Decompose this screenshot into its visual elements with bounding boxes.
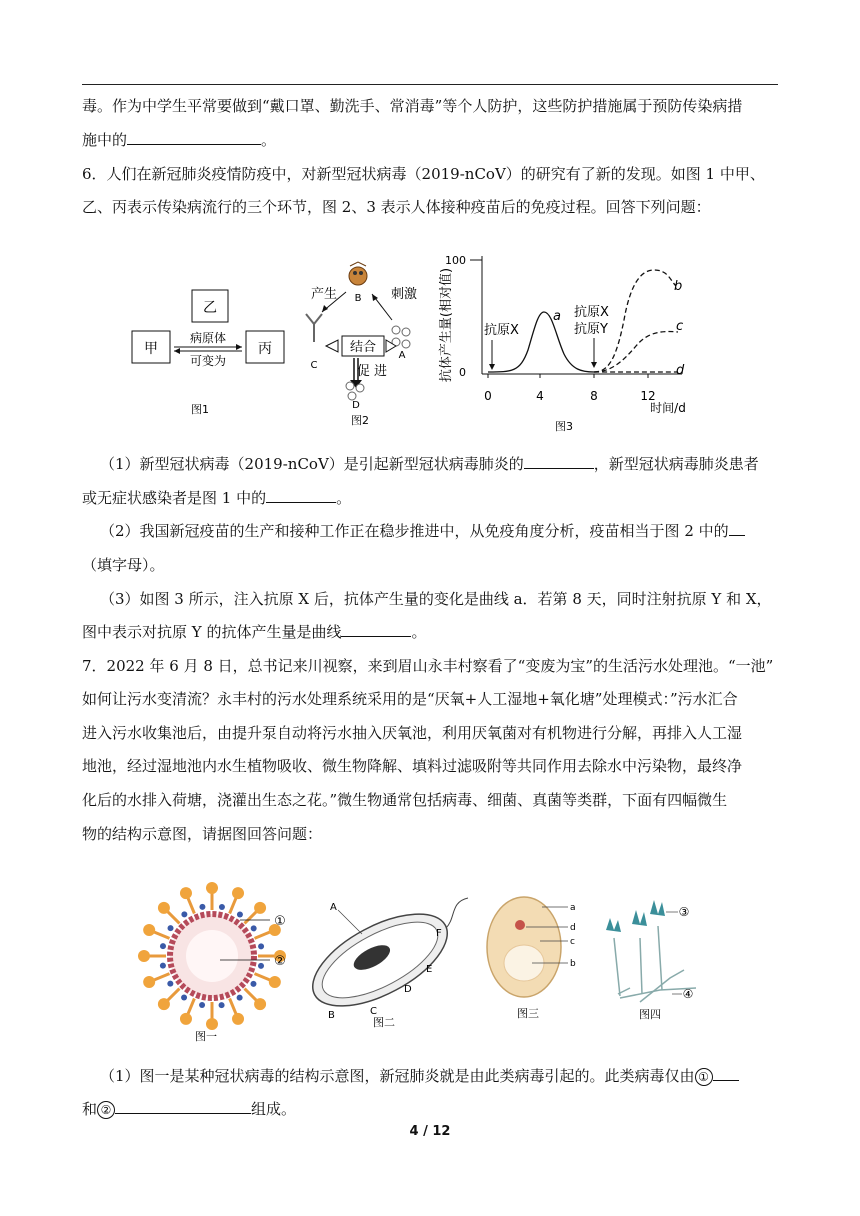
nucleus-icon (515, 920, 525, 930)
membrane-protein-icon (199, 904, 205, 910)
spike-head-icon (232, 1013, 244, 1025)
answer-blank[interactable] (341, 622, 411, 637)
label-D: D (404, 984, 412, 995)
curve-label-c: c (676, 319, 684, 334)
figure-1 (130, 285, 290, 429)
label-combine: 结合 (349, 340, 377, 355)
spike-head-icon (158, 902, 170, 914)
answer-blank[interactable] (713, 1066, 739, 1081)
text-line: 和 ② 组成。 (82, 1100, 297, 1118)
membrane-protein-icon (251, 925, 257, 931)
label-a: a (570, 903, 576, 913)
question-6: 6．人们在新冠肺炎疫情防疫中，对新型冠状病毒（2019-nCoV）的研究有了新的发现。如图 1 中甲、 (82, 165, 765, 183)
label-antigen-y: 抗原Y (574, 322, 608, 337)
flagellum-icon (446, 898, 468, 928)
x-axis-label: 时间/d (650, 401, 686, 415)
membrane-protein-icon (199, 1002, 205, 1008)
caption-fig2: 图2 (351, 414, 369, 427)
label-4: ④ (682, 987, 694, 1001)
sub-question-7-1: （1）图一是某种冠状病毒的结构示意图，新冠肺炎就是由此类病毒引起的。此类病毒仅由 ① (100, 1066, 739, 1086)
label-stimulate: 刺激 (390, 287, 418, 302)
y-tick-100: 100 (445, 254, 466, 267)
spike-head-icon (158, 998, 170, 1010)
membrane-protein-icon (160, 963, 166, 969)
label-promote: 促 进 (356, 364, 388, 379)
caption-fig3: 图3 (555, 420, 573, 433)
spike-head-icon (143, 976, 155, 988)
answer-blank[interactable] (524, 454, 594, 469)
text-line: 进入污水收集池后，由提升泵自动将污水抽入厌氧池，利用厌氧菌对有机物进行分解，再排入人工湿 (82, 724, 743, 742)
label-pathogen: 病原体 (189, 331, 227, 345)
text-line: 如何让污水变清流？永丰村的污水处理系统采用的是“厌氧+人工湿地+氧化塘”处理模式：”污水汇合 (82, 690, 738, 708)
label-d: D (352, 400, 360, 411)
text-line: 化后的水排入荷塘，浇灌出生态之花。”微生物通常包括病毒、细菌、真菌等类群，下面有四幅微生 (82, 791, 728, 809)
spike-head-icon (143, 924, 155, 936)
spore-icon (606, 900, 665, 932)
text-line: 地池，经过湿地池内水生植物吸收、微生物降解、填料过滤吸附等共同作用去除水中污染物，最终净 (82, 757, 743, 775)
membrane-protein-icon (237, 995, 243, 1001)
caption-fig-four: 图四 (639, 1008, 661, 1021)
membrane-protein-icon (160, 943, 166, 949)
caption-fig-one: 图一 (195, 1030, 217, 1043)
figure-3 (432, 250, 702, 442)
label-c: c (570, 937, 575, 947)
label-d: d (570, 923, 576, 933)
answer-blank[interactable] (115, 1099, 251, 1114)
label-1: ① (274, 914, 286, 929)
membrane-protein-icon (181, 994, 187, 1000)
sub-question-3: （3）如图 3 所示，注入抗原 X 后，抗体产生量的变化是曲线 a．若第 8 天，同时注射抗原 Y 和 X， (100, 590, 772, 608)
curve-label-b: b (674, 279, 683, 294)
text-line: 图中表示对抗原 Y 的抗体产生量是曲线 。 (82, 623, 427, 641)
membrane-protein-icon (237, 912, 243, 918)
spike-head-icon (180, 1013, 192, 1025)
spike-head-icon (269, 976, 281, 988)
caption-fig-two: 图二 (373, 1016, 395, 1029)
spike-head-icon (206, 882, 218, 894)
membrane-protein-icon (250, 981, 256, 987)
circled-1: ① (695, 1068, 713, 1086)
label-C: C (370, 1006, 377, 1017)
membrane-protein-icon (181, 911, 187, 917)
circled-2: ② (97, 1101, 115, 1119)
b-cell-icon (349, 262, 367, 285)
y-tick-0: 0 (459, 366, 466, 379)
text-line: 或无症状感染者是图 1 中的 。 (82, 489, 352, 507)
figure-bacterium (300, 890, 475, 1044)
label-bing: 丙 (258, 341, 272, 357)
sub-question-2: （2）我国新冠疫苗的生产和接种工作正在稳步推进中，从免疫角度分析，疫苗相当于图 2 中的 (100, 521, 745, 541)
x-tick: 8 (590, 389, 598, 403)
answer-blank[interactable] (266, 488, 336, 503)
label-antigen-x: 抗原X (484, 323, 519, 338)
spike-head-icon (254, 998, 266, 1010)
curve-c (594, 332, 678, 372)
label-E: E (426, 964, 433, 975)
caption-fig1: 图1 (191, 403, 209, 416)
label-produce: 产生 (310, 287, 338, 302)
antibody-icon (306, 314, 322, 342)
label-a: A (398, 350, 406, 361)
text-line: 物的结构示意图，请据图回答问题： (82, 825, 323, 843)
spike-head-icon (232, 887, 244, 899)
figure-2 (300, 258, 425, 434)
curve-a (488, 312, 594, 372)
label-jia: 甲 (144, 341, 158, 357)
membrane-protein-icon (219, 1002, 225, 1008)
label-antigen-x2: 抗原X (574, 305, 609, 320)
answer-blank[interactable] (729, 521, 745, 536)
label-3: ③ (678, 905, 690, 919)
y-axis-label: 抗体产生量(相对值) (439, 267, 454, 383)
text-line: （填字母）。 (82, 556, 165, 574)
curve-label-d: d (676, 363, 685, 378)
membrane-protein-icon (219, 904, 225, 910)
text-line: 乙、丙表示传染病流行的三个环节，图 2、3 表示人体接种疫苗后的免疫过程。回答下列问题： (82, 198, 711, 216)
caption-fig-three: 图三 (517, 1007, 539, 1020)
label-yi: 乙 (203, 300, 217, 316)
text-line: 施中的 。 (82, 131, 277, 149)
spike-head-icon (254, 902, 266, 914)
figure-coronavirus (120, 878, 310, 1057)
label-c: C (310, 360, 318, 371)
membrane-protein-icon (167, 981, 173, 987)
x-tick: 4 (536, 389, 544, 403)
x-tick: 12 (640, 389, 656, 403)
spike-head-icon (180, 887, 192, 899)
question-7: 7．2022 年 6 月 8 日，总书记来川视察，来到眉山永丰村察看了“变废为宝”的生活污水处理池。“一池” (82, 657, 774, 675)
label-2: ② (274, 954, 286, 969)
label-b: B (354, 293, 362, 304)
page-number: 4 / 12 (409, 1124, 451, 1139)
x-tick: 0 (484, 389, 492, 403)
membrane-protein-icon (168, 925, 174, 931)
label-b: b (570, 959, 576, 969)
curve-label-a: a (553, 309, 561, 324)
label-F: F (436, 928, 442, 939)
sub-question-1: （1）新型冠状病毒（2019-nCoV）是引起新型冠状病毒肺炎的 ，新型冠状病毒肺炎患者 (100, 455, 759, 473)
label-become: 可变为 (189, 354, 227, 368)
membrane-protein-icon (258, 943, 264, 949)
label-B: B (328, 1010, 335, 1021)
figure-mold (600, 898, 710, 1032)
text-line: 毒。作为中学生平常要做到“戴口罩、勤洗手、常消毒”等个人防护，这些防护措施属于预防传染病措 (82, 97, 743, 115)
membrane-protein-icon (258, 963, 264, 969)
header-rule (82, 84, 778, 85)
spike-head-icon (206, 1018, 218, 1030)
figure-yeast (482, 895, 592, 1029)
spike-head-icon (138, 950, 150, 962)
label-A: A (330, 902, 337, 913)
curve-b (594, 270, 676, 372)
answer-blank[interactable] (127, 130, 261, 145)
